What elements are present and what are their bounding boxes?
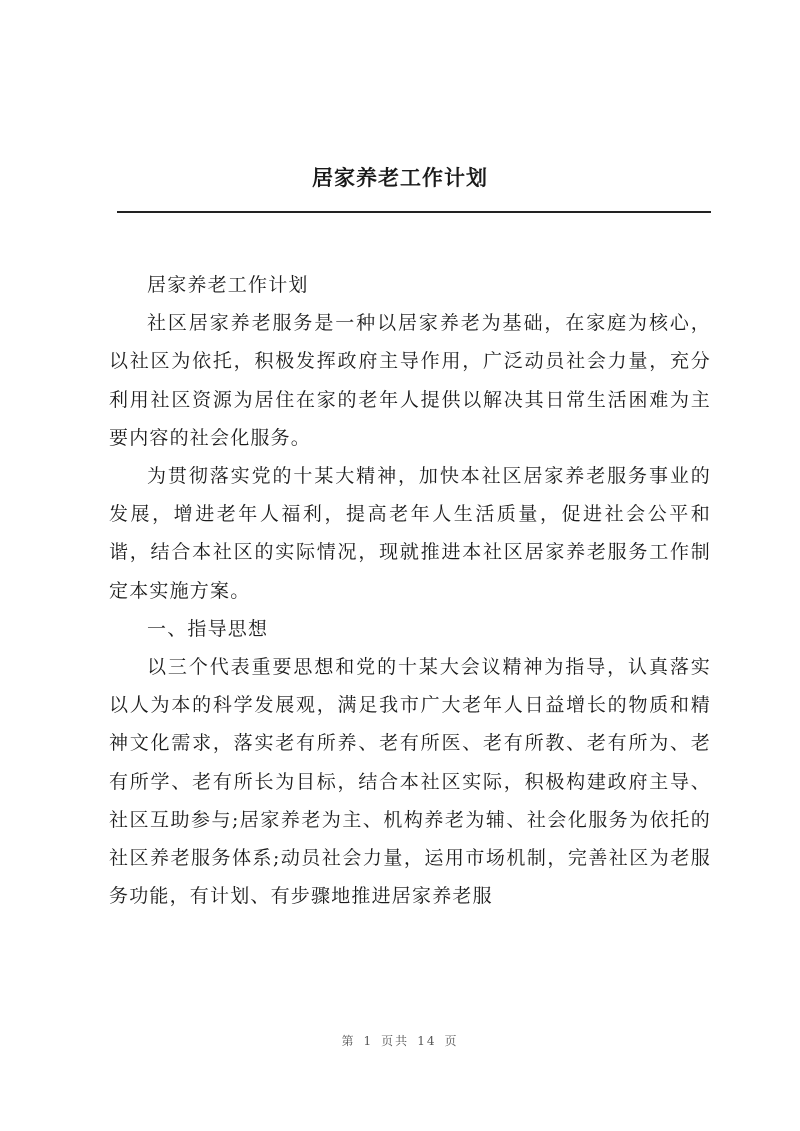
- paragraph: 以三个代表重要思想和党的十某大会议精神为指导，认真落实以人为本的科学发展观，满足我市广大老年人日益增长的物质和精神文化需求，落实老有所养、老有所医、老有所教、老有所为、老有所学、老有所长为目标，结合本社区实际，积极构建政府主导、社区互助参与;居家养老为主、机构养老为辅、社会化服务为依托的社区养老服务体系;动员社会力量，运用市场机制，完善社区为老服务功能，有计划、有步骤地推进居家养老服: [109, 656, 711, 908]
- footer-middle: 页共: [381, 1034, 410, 1048]
- document-body: [109, 266, 711, 915]
- footer-suffix: 页: [444, 1034, 459, 1048]
- paragraph: 社区居家养老服务是一种以居家养老为基础，在家庭为核心，以社区为依托，积极发挥政府主导作用，广泛动员社会力量，充分利用社区资源为居住在家的老年人提供以解决其日常生活困难为主要内容的社会化服务。: [109, 312, 711, 449]
- footer-page-number: 1: [363, 1034, 374, 1048]
- page-title: 居家养老工作计划: [312, 166, 488, 190]
- footer-prefix: 第: [341, 1034, 356, 1048]
- section-heading: 一、指导思想: [147, 617, 269, 640]
- footer-total-pages: 14: [417, 1034, 437, 1048]
- paragraph-heading: 居家养老工作计划: [147, 274, 309, 296]
- paragraph: 为贯彻落实党的十某大精神，加快本社区居家养老服务事业的发展，增进老年人福利，提高老年人生活质量，促进社会公平和谐，结合本社区的实际情况，现就推进本社区居家养老服务工作制定本实施方案。: [109, 465, 711, 602]
- title-divider: [117, 211, 711, 213]
- page-footer: [0, 1032, 800, 1049]
